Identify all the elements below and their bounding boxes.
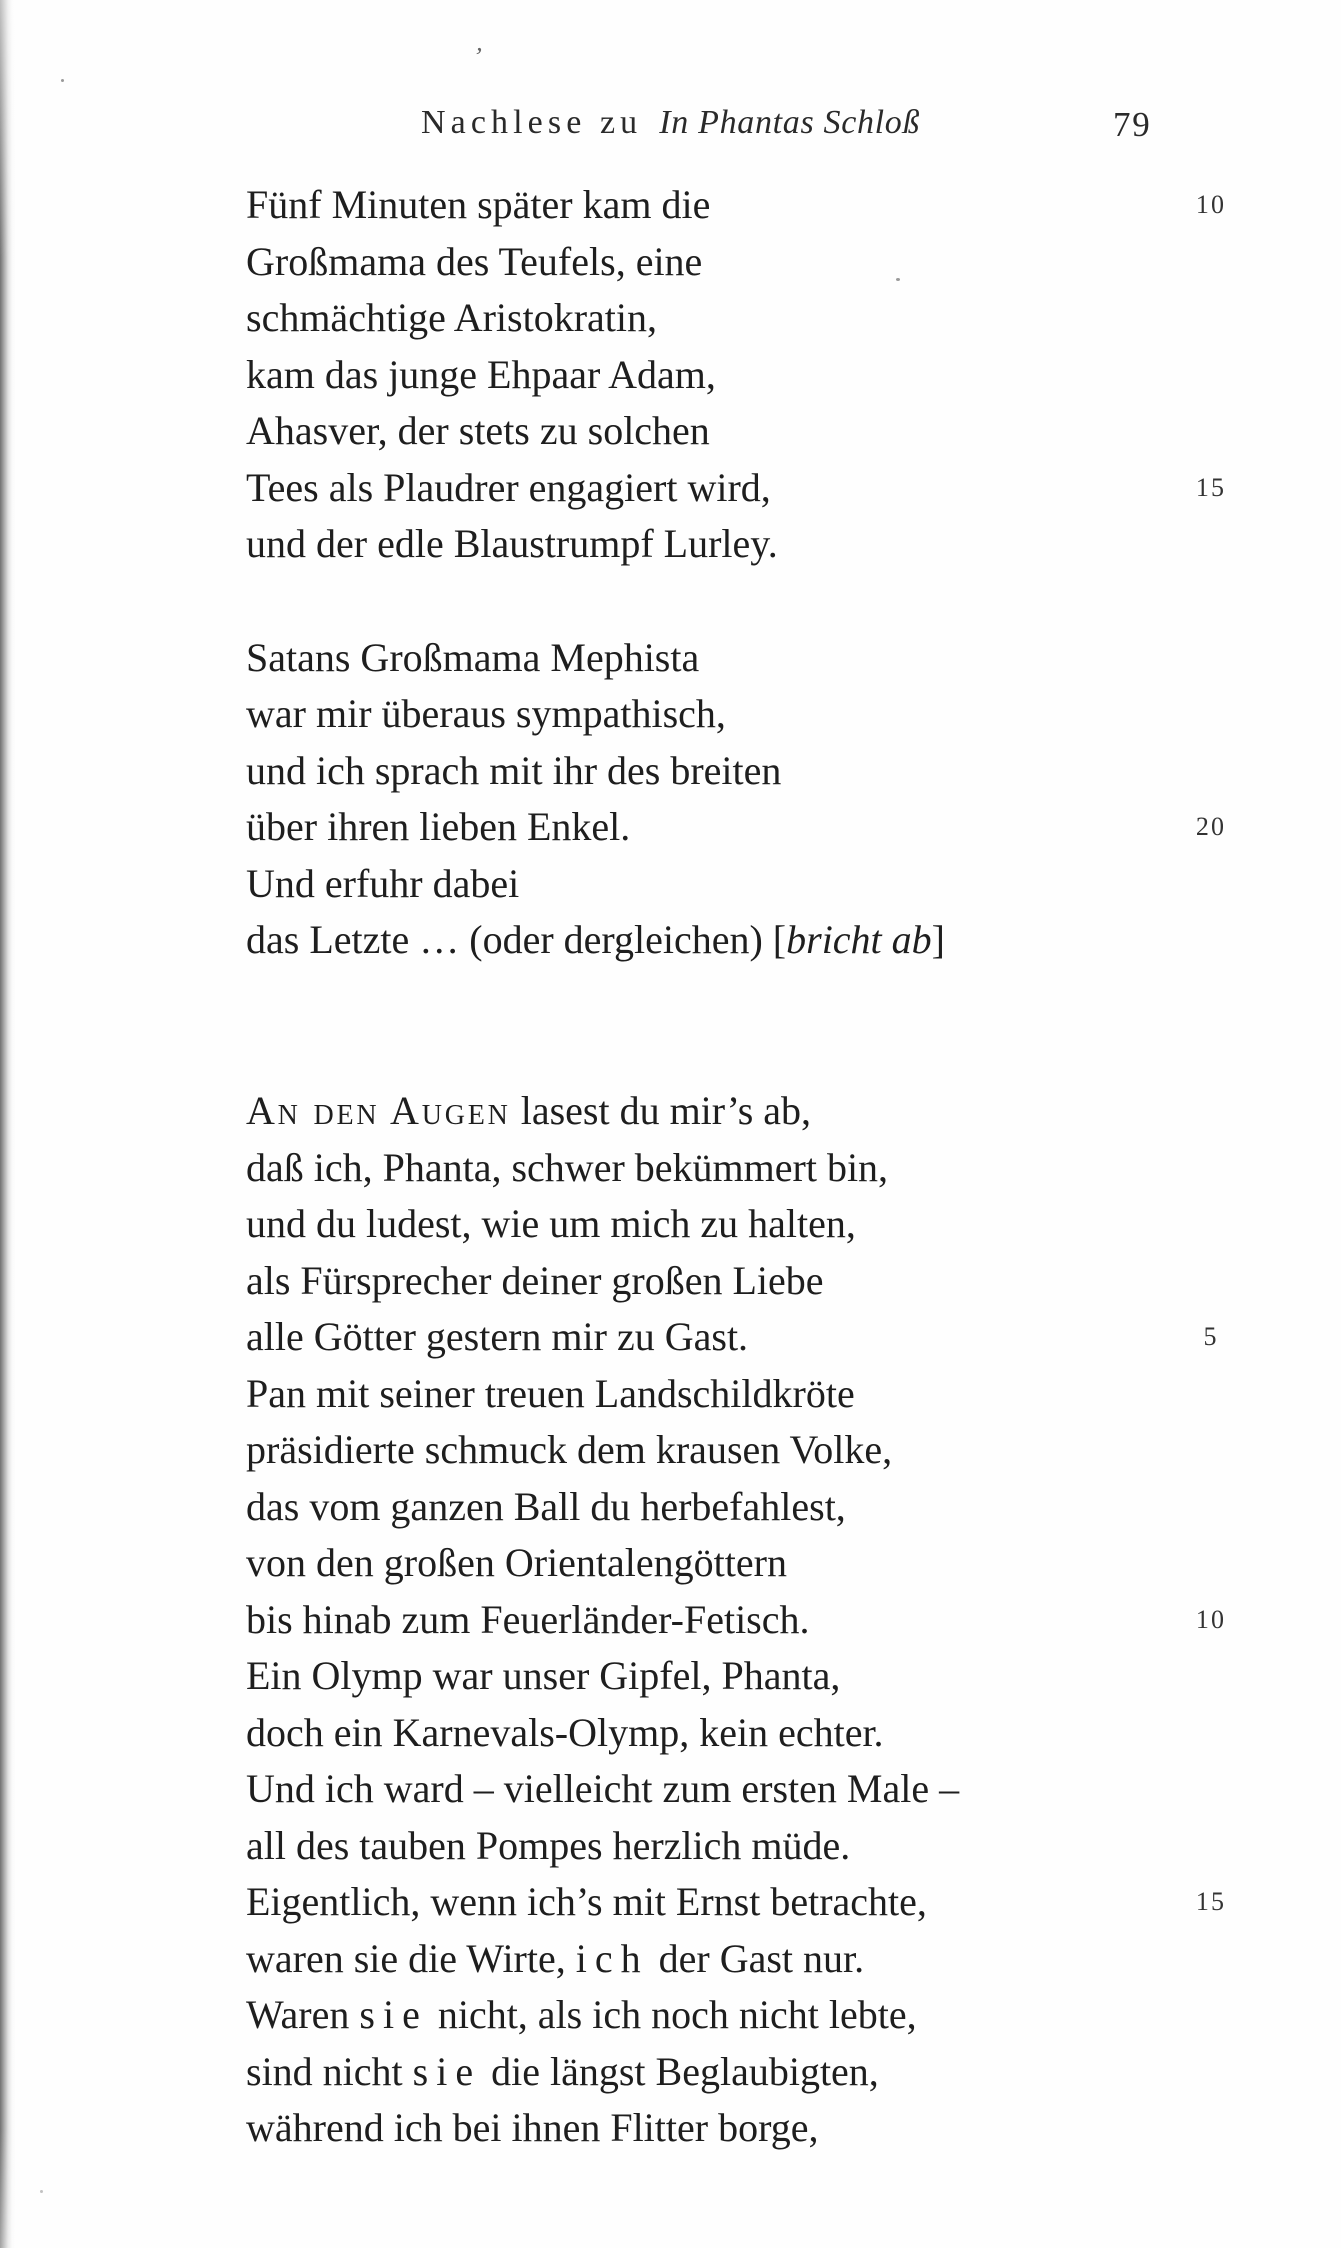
text-segment: ich bbox=[575, 1935, 649, 1981]
poem-line bbox=[246, 1196, 1256, 1253]
text-segment: kam das junge Ehpaar Adam, bbox=[246, 351, 716, 397]
poem-line bbox=[246, 1366, 1256, 1423]
poem-line bbox=[246, 177, 1256, 234]
text-segment: Waren bbox=[246, 1992, 360, 2037]
text-segment: der Gast nur. bbox=[648, 1935, 865, 1981]
text-segment: lasest du mir’s ab, bbox=[510, 1088, 812, 1133]
text-segment: alle Götter gestern mir zu Gast. bbox=[246, 1314, 749, 1359]
text-segment: war mir überaus sympathisch, bbox=[246, 691, 726, 736]
poem-line bbox=[246, 1987, 1256, 2044]
text-segment: Großmama des Teufels, eine bbox=[246, 238, 703, 284]
text-segment: und du ludest, wie um mich zu halten, bbox=[246, 1201, 856, 1246]
verse-line-number: 20 bbox=[1195, 812, 1227, 841]
poem-line bbox=[246, 912, 1256, 969]
poem-line bbox=[246, 1535, 1256, 1592]
poem-line bbox=[246, 1083, 1256, 1140]
text-segment: doch ein Karnevals-Olymp, kein echter. bbox=[246, 1709, 884, 1755]
text-segment: und ich sprach mit ihr des breiten bbox=[246, 747, 782, 793]
text-segment: als Fürsprecher deiner großen Liebe bbox=[246, 1257, 824, 1303]
stanza bbox=[246, 630, 1256, 969]
poem-an-den-augen bbox=[246, 1083, 1256, 2157]
page-header bbox=[0, 100, 1341, 150]
text-segment: von den großen Orientalengöttern bbox=[246, 1540, 787, 1585]
text-segment: An den Augen bbox=[246, 1088, 511, 1133]
text-segment: Fünf Minuten später kam die bbox=[246, 182, 711, 227]
poem-line bbox=[246, 856, 1256, 913]
text-segment: Tees als Plaudrer engagiert wird, bbox=[246, 464, 771, 510]
poem-line bbox=[246, 1705, 1256, 1762]
poem-line bbox=[246, 234, 1256, 291]
verse-line-number: 5 bbox=[1203, 1322, 1219, 1351]
text-segment: ] bbox=[931, 917, 945, 962]
text-segment: sind nicht bbox=[246, 2048, 413, 2094]
page-number: 79 bbox=[1113, 105, 1152, 144]
scan-speck bbox=[40, 2190, 43, 2193]
poem-line bbox=[246, 1931, 1256, 1988]
poem-line bbox=[246, 1818, 1256, 1875]
text-segment: nicht, als ich noch nicht lebte, bbox=[427, 1992, 917, 2037]
verse-line-number: 10 bbox=[1195, 190, 1227, 219]
scan-speck bbox=[61, 79, 64, 82]
scan-gutter-shadow bbox=[0, 0, 16, 2248]
poem-line bbox=[246, 1253, 1256, 1310]
text-segment: präsidierte schmuck dem krausen Volke, bbox=[246, 1427, 893, 1472]
stanza bbox=[246, 177, 1256, 573]
text-segment: sie bbox=[359, 1992, 428, 2037]
text-segment: Satans Großmama Mephista bbox=[246, 634, 700, 680]
text-segment: Und erfuhr dabei bbox=[246, 860, 520, 906]
text-segment: über ihren lieben Enkel. bbox=[246, 804, 631, 849]
text-segment: das vom ganzen Ball du herbefahlest, bbox=[246, 1483, 846, 1529]
scan-speck: ’ bbox=[472, 41, 485, 72]
text-segment: waren sie die Wirte, bbox=[246, 1935, 576, 1981]
poem-line bbox=[246, 1592, 1256, 1649]
poem-line bbox=[246, 1140, 1256, 1197]
text-segment: Ahasver, der stets zu solchen bbox=[246, 408, 710, 453]
poem-line bbox=[246, 460, 1256, 517]
poem-line bbox=[246, 630, 1256, 687]
text-segment: sie bbox=[412, 2048, 482, 2094]
text-segment: das Letzte … (oder dergleichen) [ bbox=[246, 917, 787, 962]
text-segment: bis hinab zum Feuerländer-Fetisch. bbox=[246, 1596, 810, 1642]
text-segment: und der edle Blaustrumpf Lurley. bbox=[246, 521, 778, 566]
poem-line bbox=[246, 743, 1256, 800]
poem-line bbox=[246, 1648, 1256, 1705]
text-segment: daß ich, Phanta, schwer bekümmert bin, bbox=[246, 1144, 889, 1190]
text-segment: Eigentlich, wenn ich’s mit Ernst betrachte, bbox=[246, 1879, 927, 1924]
stanza bbox=[246, 1083, 1256, 2157]
poem-line bbox=[246, 686, 1256, 743]
poem-line bbox=[246, 516, 1256, 573]
poem-line bbox=[246, 2044, 1256, 2101]
poem-continuation bbox=[246, 177, 1256, 969]
text-segment: die längst Beglaubigten, bbox=[481, 2048, 879, 2094]
poem-line bbox=[246, 1422, 1256, 1479]
text-segment: bricht ab bbox=[786, 917, 932, 962]
poem-line bbox=[246, 1761, 1256, 1818]
text-segment: schmächtige Aristokratin, bbox=[246, 295, 658, 340]
running-head-roman: Nachlese zu bbox=[421, 104, 643, 141]
poem-line bbox=[246, 1874, 1256, 1931]
verse-line-number: 15 bbox=[1195, 472, 1227, 502]
verse-line-number: 15 bbox=[1195, 1887, 1227, 1916]
poem-line bbox=[246, 1309, 1256, 1366]
text-segment: Und ich ward – vielleicht zum ersten Male – bbox=[246, 1766, 960, 1811]
running-head-italic: In Phantas Schloß bbox=[659, 104, 921, 141]
poem-line bbox=[246, 799, 1256, 856]
poem-line bbox=[246, 347, 1256, 404]
verse-line-number: 10 bbox=[1195, 1604, 1227, 1634]
poem-line bbox=[246, 403, 1256, 460]
poem-line bbox=[246, 1479, 1256, 1536]
text-segment: Pan mit seiner treuen Landschildkröte bbox=[246, 1370, 855, 1416]
text-segment: während ich bei ihnen Flitter borge, bbox=[246, 2105, 819, 2150]
text-segment: Ein Olymp war unser Gipfel, Phanta, bbox=[246, 1653, 841, 1698]
poem-line bbox=[246, 2100, 1256, 2157]
running-head bbox=[421, 100, 920, 146]
text-segment: all des tauben Pompes herzlich müde. bbox=[246, 1822, 851, 1868]
scan-speck bbox=[896, 278, 900, 281]
poem-line bbox=[246, 290, 1256, 347]
